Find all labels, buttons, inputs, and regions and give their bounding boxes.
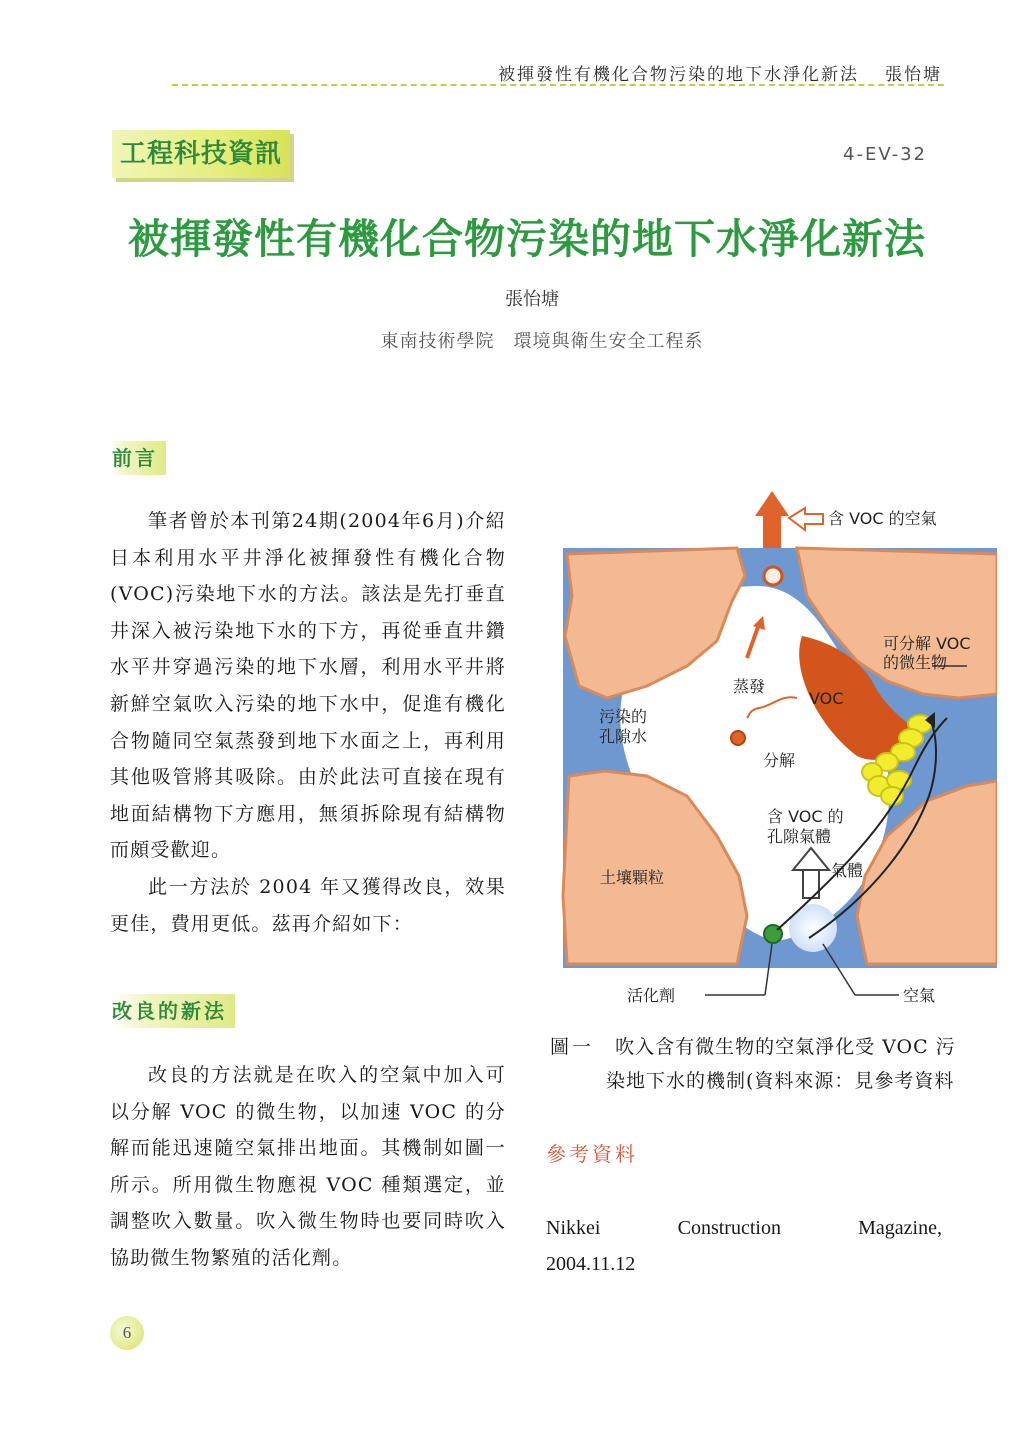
label-microbe-line1: 可分解 VOC bbox=[883, 634, 971, 653]
paragraph: 此一方法於 2004 年又獲得改良，效果更佳，費用更低。茲再介紹如下： bbox=[110, 875, 506, 935]
running-author: 張怡塘 bbox=[885, 65, 942, 85]
page-number: 6 bbox=[110, 1316, 144, 1350]
figure-caption bbox=[550, 1030, 1000, 1098]
label-evaporation: 蒸發 bbox=[733, 677, 766, 696]
label-voc: VOC bbox=[809, 689, 844, 708]
label-pore-water-line2: 孔隙水 bbox=[599, 727, 648, 746]
section-body-intro bbox=[110, 503, 506, 942]
label-microbe-line2: 的微生物 bbox=[883, 653, 948, 672]
air-out-arrow bbox=[789, 508, 823, 530]
caption-line2: 染地下水的機制(資料來源：見參考資料 bbox=[606, 1070, 955, 1092]
label-activator: 活化劑 bbox=[627, 986, 676, 1005]
figure-number: 圖一 bbox=[550, 1036, 595, 1058]
paragraph: 筆者曾於本刊第24期(2004年6月)介紹日本利用水平井淨化被揮發性有機化合物(VOC)污染地下水的方法。該法是先打垂直井深入被污染地下水的下方，再從垂直井鑽水平井穿過污染的地下水層，利用水平井將新鮮空氣吹入污染的地下水中，促進有機化合物隨同空氣蒸發到地下水面之上，再利用其他吸管將其吸除。由於此法可直接在現有地面結構物下方應用，無須拆除現有結構物而頗受歡迎。 bbox=[110, 510, 506, 862]
label-voc-air: 含 VOC 的空氣 bbox=[828, 509, 937, 528]
reference-entry bbox=[546, 1210, 942, 1282]
label-air: 空氣 bbox=[903, 986, 936, 1005]
section-body-new-method bbox=[110, 1057, 506, 1277]
article-title: 被揮發性有機化合物污染的地下水淨化新法 bbox=[128, 215, 926, 263]
running-title: 被揮發性有機化合物污染的地下水淨化新法 bbox=[498, 65, 859, 85]
label-pore-gas-line1: 含 VOC 的 bbox=[767, 807, 844, 826]
header-divider bbox=[172, 84, 944, 86]
reference-word: Magazine, bbox=[858, 1217, 942, 1239]
reference-date: 2004.11.12 bbox=[546, 1253, 636, 1275]
author-affiliation: 東南技術學院 環境與衛生安全工程系 bbox=[380, 331, 704, 352]
mechanism-figure bbox=[527, 436, 997, 1011]
reference-word: Construction bbox=[677, 1217, 781, 1239]
references-heading: 參考資料 bbox=[546, 1142, 638, 1166]
label-gas: 氣體 bbox=[831, 861, 864, 880]
exhaust-arrow bbox=[755, 491, 789, 548]
label-pore-gas-line2: 孔隙氣體 bbox=[767, 827, 832, 846]
reference-word: Nikkei bbox=[546, 1217, 601, 1239]
label-soil: 土壤顆粒 bbox=[600, 868, 665, 887]
section-heading-intro: 前言 bbox=[110, 441, 166, 475]
label-decompose: 分解 bbox=[763, 751, 796, 770]
paragraph: 改良的方法就是在吹入的空氣中加入可以分解 VOC 的微生物，以加速 VOC 的分解而能迅速隨空氣排出地面。其機制如圖一所示。所用微生物應視 VOC 種類選定，並調整吹入數量。吹入微生物時也要同時吹入協助微生物繁殖的活化劑。 bbox=[110, 1064, 506, 1269]
author-name: 張怡塘 bbox=[505, 289, 559, 310]
label-pore-water-line1: 污染的 bbox=[599, 707, 648, 726]
voc-droplet bbox=[731, 731, 745, 745]
top-outlet bbox=[764, 567, 782, 585]
document-code: 4-EV-32 bbox=[843, 144, 927, 165]
caption-line1: 吹入含有微生物的空氣淨化受 VOC 污 bbox=[615, 1036, 956, 1058]
section-heading-new-method: 改良的新法 bbox=[110, 994, 235, 1028]
running-header bbox=[498, 60, 942, 85]
category-tag: 工程科技資訊 bbox=[112, 130, 290, 178]
